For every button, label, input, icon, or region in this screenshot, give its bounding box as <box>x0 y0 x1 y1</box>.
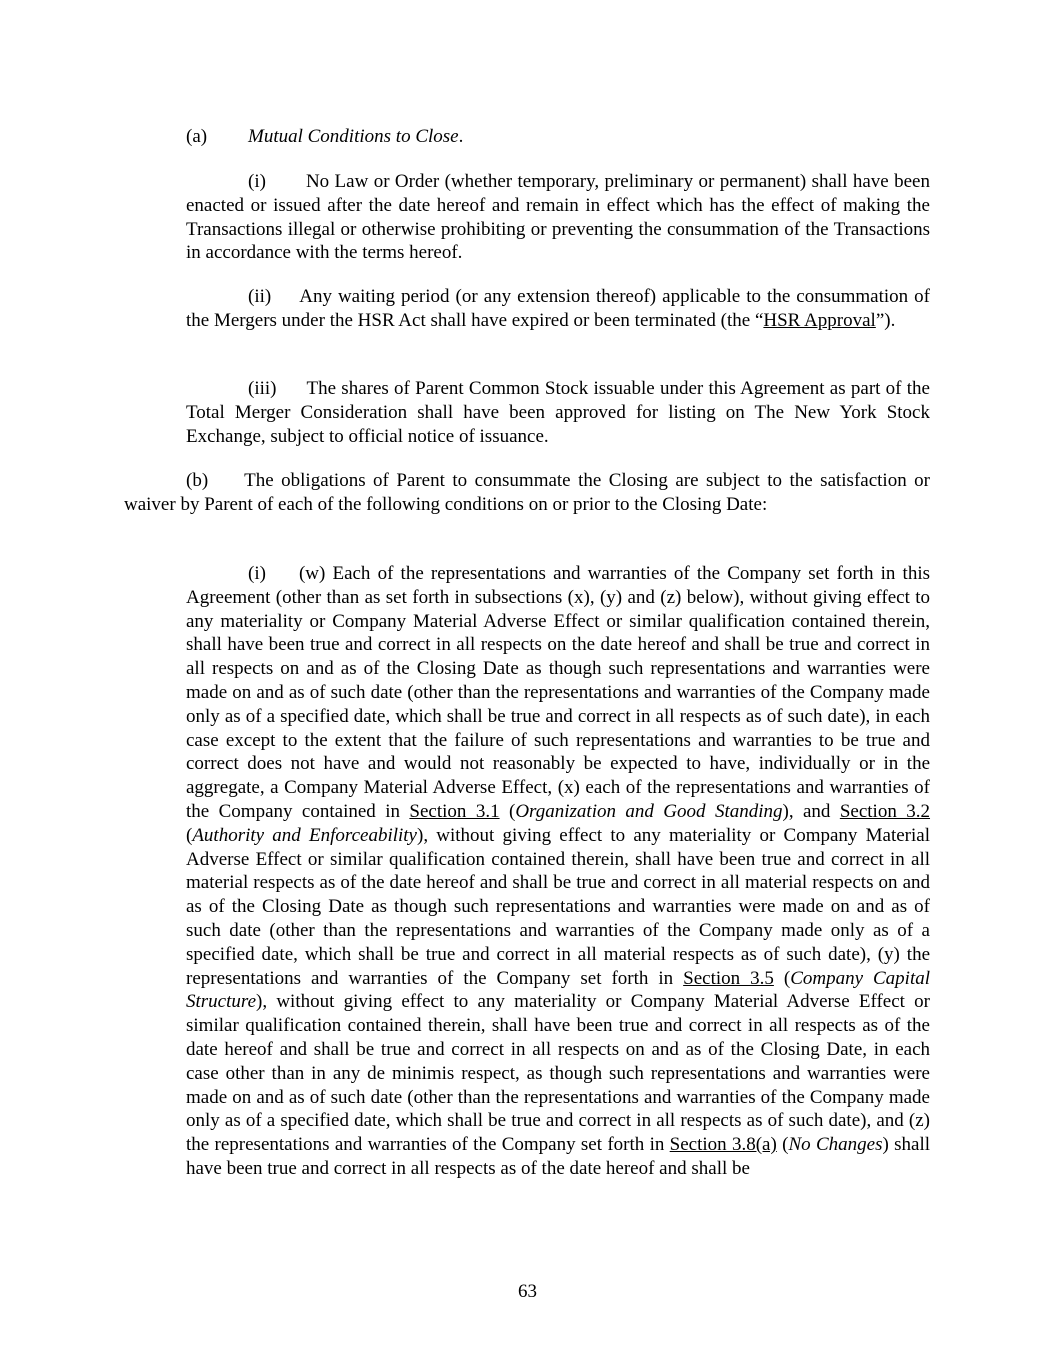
section-a-title: Mutual Conditions to Close <box>248 126 459 147</box>
paragraph-a-ii-label: (ii) <box>248 286 272 307</box>
paragraph-a-i <box>186 170 930 265</box>
paragraph-b-i-text: (w) Each of the representations and warranties of the Company set forth in this Agreement (other than as set forth in subsections (x), (y) and (z) below), without giving effect to any materiality or Company Material Adverse Effect or similar qualification contained therein, shall have been true and correct in all respects on the date hereof and shall be true and correct in all respects on and as of the Closing Date as though such representations and warranties were made on and as of such date (other than the representations and warranties of the Company made only as of a specified date, which shall be true and correct in all respects as of such date), in each case except to the extent that the failure of such representations and warranties to be true and correct does not have and would not reasonably be expected to have, individually or in the aggregate, a Company Material Adverse Effect, (x) each of the representations and warranties of the Company contained in <box>186 563 930 822</box>
paragraph-a-ii <box>186 285 930 333</box>
paragraph-a-iii <box>186 377 930 448</box>
section-b-text: The obligations of Parent to consummate the Closing are subject to the satisfaction or waiver by Parent of each of the following conditions on or prior to the Closing Date: <box>124 470 930 515</box>
defined-term-hsr-approval: HSR Approval <box>763 309 876 331</box>
paragraph-b-i-text-4: ), without giving effect to any materiality or Company Material Adverse Effect or similar qualification contained therein, shall have been true and correct in all respects as of the date hereof and shall be true and correct in all respects on and as of the Closing Date, in each case other than in any de minimis respect, as though such representations and warranties were made on and as of such date (other than the representations and warranties of the Company made only as of a specified date, which shall be true and correct in all respects as of such date), and (z) the representations and warranties of the Company set forth in <box>186 991 930 1156</box>
section-a-title-end: . <box>458 126 464 147</box>
paragraph-a-ii-text-end: ”). <box>875 309 896 331</box>
section-ref-3-2-title: Authority and Enforceability <box>192 824 417 846</box>
paragraph-a-ii-text: Any waiting period (or any extension thereof) applicable to the consummation of the Mergers under the HSR Act shall have expired or been terminated (the “ <box>186 286 930 331</box>
section-b-label: (b) <box>186 470 209 491</box>
section-ref-3-2: Section 3.2 <box>839 800 931 822</box>
section-a-label: (a) <box>186 126 208 147</box>
section-ref-3-1: Section 3.1 <box>409 800 500 822</box>
paragraph-a-iii-label: (iii) <box>248 378 277 399</box>
page-number: 63 <box>518 1281 537 1302</box>
paragraph-b-i-label: (i) <box>248 563 266 584</box>
paragraph-b-i: (i) (w) Each of the representations and warranties of the Company set forth in this Agreement (other than as set forth in subsections (x), (y) and (z) below), without giving effect to any materiality or Company Material Adverse Effect or similar qualification contained therein, shall have been true and correct in all respects on the date hereof and shall be true and correct in all respects on and as of the Closing Date as though such representations and warranties were made on and as of such date (other than the representations and warranties of the Company made only as of a specified date, which shall be true and correct in all respects as of such date), in each case except to the extent that the failure of such representations and warranties to be true and correct does not have and would not reasonably be expected to have, individually or in the aggregate, a Company Material Adverse Effect, (x) each of the representations and warranties of the Company contained in Section 3.1 (Organization and Good Standing), and Section 3.2 (Authority and Enforceability), without giving effect to any materiality or Company Material Adverse Effect or similar qualification contained therein, shall have been true and correct in all material respects as of the date hereof and shall be true and correct in all material respects on and as of the Closing Date as though such representations and warranties were made on and as of such date (other than the representations and warranties of the Company made only as of a specified date, which shall be true and correct in all material respects as of such date), (y) the representations and warranties of the Company set forth in Section 3.5 (Company Capital Structure), without giving effect to any materiality or Company Material Adverse Effect or similar qualification contained therein, shall have been true and correct in all respects as of the date hereof and shall be true and correct in all respects on and as of the Closing Date, in each case other than in any de minimis respect, as though such representations and warranties were made on and as of such date (other than the representations and warranties of the Company made only as of a specified date, which shall be true and correct in all respects as of such date), and (z) the representations and warranties of the Company set forth in Section 3.8(a) (No Changes) shall have been true and correct in all respects as of the date hereof and shall be <box>186 563 931 1179</box>
paragraph-b-i-text-3: ), without giving effect to any materiality or Company Material Adverse Effect or similar qualification contained therein, shall have been true and correct in all material respects as of the date hereof and shall be true and correct in all material respects on and as of the Closing Date as though such representations and warranties were made on and as of such date (other than the representations and warranties of the Company made only as of a specified date, which shall be true and correct in all material respects as of such date), (y) the representations and warranties of the Company set forth in <box>186 824 930 989</box>
paragraph-b-i-text-5: ) shall have been true and correct in all respects as of the date hereof and shall be <box>186 1134 931 1179</box>
section-a-heading <box>186 125 930 149</box>
section-ref-3-5: Section 3.5 <box>683 967 774 989</box>
section-ref-3-1-title: Organization and Good Standing <box>515 800 783 822</box>
section-ref-3-5-title: Company Capital Structure <box>186 967 931 1013</box>
section-ref-3-8a-title: No Changes <box>788 1134 883 1156</box>
paragraph-b-i-text-2: ), and <box>782 800 840 822</box>
paragraph-a-i-label: (i) <box>248 171 266 192</box>
paragraph-a-i-text: No Law or Order (whether temporary, preliminary or permanent) shall have been enacted or issued after the date hereof and remain in effect which has the effect of making the Transactions illegal or otherwise prohibiting or preventing the consummation of the Transactions in accordance with the terms hereof. <box>186 171 930 264</box>
section-ref-3-8a: Section 3.8(a) <box>669 1134 777 1156</box>
paragraph-a-iii-text: The shares of Parent Common Stock issuable under this Agreement as part of the Total Merger Consideration shall have been approved for listing on The New York Stock Exchange, subject to official notice of issuance. <box>186 378 930 447</box>
section-b-paragraph <box>124 469 930 517</box>
